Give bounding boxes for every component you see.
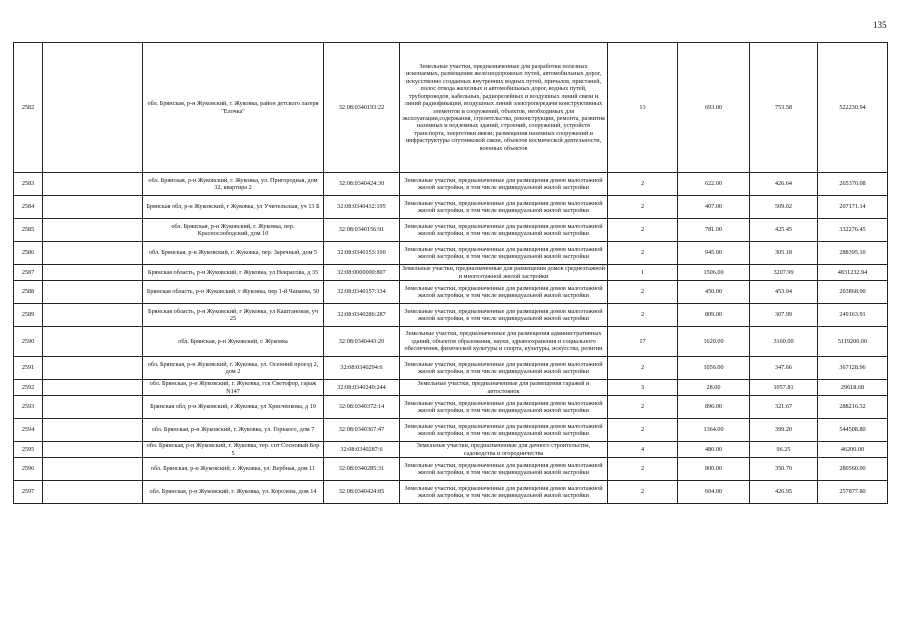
address-cell: обл. Брянская, р-н Жуковский, г. Жуковка, пер. Заречный, дом 5 — [143, 242, 324, 265]
blank-cell — [43, 173, 143, 196]
blank-cell — [43, 458, 143, 481]
row-number-cell: 2589 — [14, 304, 43, 327]
unit-value-cell: 321.67 — [750, 396, 818, 419]
row-number-cell: 2595 — [14, 442, 43, 458]
area-cell: 693.00 — [678, 43, 750, 173]
table-row — [14, 196, 888, 219]
blank-cell — [43, 219, 143, 242]
land-use-cell: Земельные участки, предназначенные для размещения домов малоэтажной жилой застройки, в том числе индивидуальной жилой застройки — [400, 419, 608, 442]
cadastral-number-cell: 32:08:0340424:85 — [324, 481, 400, 504]
cadastral-number-cell: 32:08:0340443:20 — [324, 327, 400, 357]
land-use-cell: Земельные участки, предназначенные для размещения домов малоэтажной жилой застройки, в том числе индивидуальной жилой застройки — [400, 242, 608, 265]
unit-value-cell: 1057.81 — [750, 380, 818, 396]
unit-value-cell: 96.25 — [750, 442, 818, 458]
group-cell: 17 — [608, 327, 678, 357]
blank-cell — [43, 357, 143, 380]
address-cell: Брянская область, р-н Жуковский, г Жуковка, пер 1-й Чапаева, 50 — [143, 281, 324, 304]
address-cell: обл. Брянская, р-н Жуковский, г. Жуковка, тер. снт Сосновый Бор 5 — [143, 442, 324, 458]
land-use-cell: Земельные участки, предназначенные для размещения домов малоэтажной жилой застройки, в том числе индивидуальной жилой застройки — [400, 196, 608, 219]
land-use-cell: Земельные участки, предназначенные для разработки полезных ископаемых, размещения железнодорожных путей, автомобильных дорог, искусственно созданных внутренних водных путей, причалов, пристаней, полос отвода железных и автомобильных дорог, водных путей, трубопроводов, кабельных, радиорелейных и воздушных линий связи и линий радиофикации, воздушных линий электропередачи конструктивных элементов и сооружений, объектов, необходимых для эксплуатации,содержания, строительства, реконструкции, ремонта, развития наземных и подземных зданий, строений, сооружений, устройств транспорта, энергетики ивязи; размещения наземных сооружений и инфраструктуры спутниковой связи, объектов космической деятельности, военных объектов — [400, 43, 608, 173]
area-cell: 622.00 — [678, 173, 750, 196]
unit-value-cell: 305.18 — [750, 242, 818, 265]
group-cell: 2 — [608, 219, 678, 242]
table-row — [14, 396, 888, 419]
table-row — [14, 419, 888, 442]
cadastral-value-cell: 288216.32 — [818, 396, 888, 419]
area-cell: 781.00 — [678, 219, 750, 242]
address-cell: обл. Брянская, р-н Жуковский, г. Жуковка — [143, 327, 324, 357]
cadastral-number-cell: 32:08:0340287:6 — [324, 442, 400, 458]
row-number-cell: 2588 — [14, 281, 43, 304]
table-row — [14, 380, 888, 396]
row-number-cell: 2585 — [14, 219, 43, 242]
table-row — [14, 481, 888, 504]
land-use-cell: Земельные участки, предназначенные для размещения административных зданий, объектов образования, науки, здравоохранения и социального обеспечения, физической культуры и спорта, культуры, искусства, религии — [400, 327, 608, 357]
address-cell: обл. Брянская, р-н Жуковский, г. Жуковка, гск Светофор, гараж N147 — [143, 380, 324, 396]
table-row — [14, 265, 888, 281]
row-number-cell: 2582 — [14, 43, 43, 173]
table-row — [14, 357, 888, 380]
blank-cell — [43, 304, 143, 327]
unit-value-cell: 426.95 — [750, 481, 818, 504]
unit-value-cell: 426.64 — [750, 173, 818, 196]
cadastral-number-cell: 32:08:0340294:6 — [324, 357, 400, 380]
group-cell: 2 — [608, 458, 678, 481]
blank-cell — [43, 442, 143, 458]
address-cell: обл. Брянская, р-н Жуковский, г. Жуковка, ул. Горького, дом 7 — [143, 419, 324, 442]
table-row — [14, 442, 888, 458]
address-cell: обл. Брянская, р-н Жуковский, г. Жуковка, ул. Осенний проезд 2, дом 2 — [143, 357, 324, 380]
address-cell: Брянская область, р-н Жуковский, г Жуковка, ул Некрасова, д 35 — [143, 265, 324, 281]
area-cell: 945.00 — [678, 242, 750, 265]
blank-cell — [43, 396, 143, 419]
cadastral-number-cell: 32:08:0340285:31 — [324, 458, 400, 481]
unit-value-cell: 453.04 — [750, 281, 818, 304]
group-cell: 1 — [608, 265, 678, 281]
cadastral-number-cell: 32:08:0340432:195 — [324, 196, 400, 219]
blank-cell — [43, 327, 143, 357]
table-row — [14, 173, 888, 196]
address-cell: обл. Брянская, р-н Жуковский, г. Жуковка, ул. Королева, дом 14 — [143, 481, 324, 504]
land-use-cell: Земельные участки, предназначенные для размещения домов малоэтажной жилой застройки, в том числе индивидуальной жилой застройки — [400, 357, 608, 380]
cadastral-value-cell: 257877.80 — [818, 481, 888, 504]
blank-cell — [43, 242, 143, 265]
row-number-cell: 2583 — [14, 173, 43, 196]
group-cell: 2 — [608, 357, 678, 380]
blank-cell — [43, 265, 143, 281]
cadastral-number-cell: 32:08:0340286:287 — [324, 304, 400, 327]
group-cell: 3 — [608, 380, 678, 396]
address-cell: Брянская обл, р-н Жуковский, г Жуковка, ул Учительская, уч 13 Б — [143, 196, 324, 219]
land-use-cell: Земельные участки, предназначенные для размещения домов малоэтажной жилой застройки, в том числе индивидуальной жилой застройки — [400, 396, 608, 419]
area-cell: 896.00 — [678, 396, 750, 419]
cadastral-value-cell: 207171.14 — [818, 196, 888, 219]
cadastral-value-cell: 46200.00 — [818, 442, 888, 458]
cadastral-value-cell: 544508.80 — [818, 419, 888, 442]
unit-value-cell: 3160.00 — [750, 327, 818, 357]
unit-value-cell: 350.70 — [750, 458, 818, 481]
table-row — [14, 458, 888, 481]
area-cell: 1364.00 — [678, 419, 750, 442]
cadastral-value-cell: 249163.91 — [818, 304, 888, 327]
blank-cell — [43, 43, 143, 173]
cadastral-number-cell: 32:08:0340367:47 — [324, 419, 400, 442]
group-cell: 2 — [608, 196, 678, 219]
area-cell: 480.00 — [678, 442, 750, 458]
land-use-cell: Земельные участки, предназначенные для дачного строительства, садоводства и огородничества — [400, 442, 608, 458]
group-cell: 2 — [608, 173, 678, 196]
blank-cell — [43, 196, 143, 219]
cadastral-value-cell: 265370.08 — [818, 173, 888, 196]
land-use-cell: Земельные участки, предназначенные для размещения гаражей и автостоянок — [400, 380, 608, 396]
unit-value-cell: 425.45 — [750, 219, 818, 242]
row-number-cell: 2592 — [14, 380, 43, 396]
row-number-cell: 2594 — [14, 419, 43, 442]
cadastral-value-cell: 288395.10 — [818, 242, 888, 265]
row-number-cell: 2586 — [14, 242, 43, 265]
cadastral-value-cell: 522230.94 — [818, 43, 888, 173]
address-cell: Брянская область, р-н Жуковский, г Жуковка, ул Каштановая, уч 25 — [143, 304, 324, 327]
group-cell: 2 — [608, 242, 678, 265]
area-cell: 809.00 — [678, 304, 750, 327]
address-cell: обл. Брянская, р-н Жуковский, г. Жуковка, ул. Пригородная, дом 32, квартира 2 — [143, 173, 324, 196]
area-cell: 1056.00 — [678, 357, 750, 380]
address-cell: обл. Брянская, р-н Жуковский, г. Жуковка, пер. Краснослободский, дом 10 — [143, 219, 324, 242]
group-cell: 4 — [608, 442, 678, 458]
land-use-cell: Земельные участки, предназначенные для размещения домов малоэтажной жилой застройки, в том числе индивидуальной жилой застройки — [400, 281, 608, 304]
area-cell: 28.00 — [678, 380, 750, 396]
address-cell: обл. Брянская, р-н Жуковский, г. Жуковка, ул. Вербная, дом 11 — [143, 458, 324, 481]
table-row — [14, 219, 888, 242]
cadastral-number-cell: 32:08:0340156:91 — [324, 219, 400, 242]
group-cell: 2 — [608, 419, 678, 442]
row-number-cell: 2597 — [14, 481, 43, 504]
row-number-cell: 2591 — [14, 357, 43, 380]
table-row — [14, 281, 888, 304]
cadastral-number-cell: 32:08:0340372:14 — [324, 396, 400, 419]
cadastral-value-cell: 332276.45 — [818, 219, 888, 242]
table-body — [14, 43, 888, 504]
area-cell: 1506.00 — [678, 265, 750, 281]
group-cell: 2 — [608, 481, 678, 504]
page-number: 135 — [873, 20, 887, 30]
unit-value-cell: 3207.99 — [750, 265, 818, 281]
cadastral-number-cell: 32:08:0000000:807 — [324, 265, 400, 281]
unit-value-cell: 399.20 — [750, 419, 818, 442]
cadastral-value-cell: 29618.68 — [818, 380, 888, 396]
group-cell: 2 — [608, 304, 678, 327]
unit-value-cell: 347.66 — [750, 357, 818, 380]
blank-cell — [43, 380, 143, 396]
cadastral-value-cell: 280560.00 — [818, 458, 888, 481]
unit-value-cell: 753.58 — [750, 43, 818, 173]
land-use-cell: Земельные участки, предназначенные для размещения домов малоэтажной жилой застройки, в том числе индивидуальной жилой застройки — [400, 219, 608, 242]
row-number-cell: 2593 — [14, 396, 43, 419]
address-cell: обл. Брянская, р-н Жуковский, г. Жуковка, район детского лагеря "Елочка" — [143, 43, 324, 173]
cadastral-number-cell: 32:08:0340424:30 — [324, 173, 400, 196]
row-number-cell: 2584 — [14, 196, 43, 219]
area-cell: 604.00 — [678, 481, 750, 504]
land-use-cell: Земельные участки, предназначенные для размещения домов малоэтажной жилой застройки, в том числе индивидуальной жилой застройки — [400, 481, 608, 504]
cadastral-number-cell: 32:08:0340153:190 — [324, 242, 400, 265]
group-cell: 2 — [608, 281, 678, 304]
land-use-cell: Земельные участки, предназначенные для размещения домов среднеэтажной и многоэтажной жилой застройки — [400, 265, 608, 281]
address-cell: Брянская обл, р-н Жуковский, г Жуковка, ул Хрисченкова, д 19 — [143, 396, 324, 419]
area-cell: 1620.00 — [678, 327, 750, 357]
land-use-cell: Земельные участки, предназначенные для размещения домов малоэтажной жилой застройки, в том числе индивидуальной жилой застройки — [400, 458, 608, 481]
area-cell: 800.00 — [678, 458, 750, 481]
row-number-cell: 2590 — [14, 327, 43, 357]
blank-cell — [43, 281, 143, 304]
unit-value-cell: 509.02 — [750, 196, 818, 219]
unit-value-cell: 307.99 — [750, 304, 818, 327]
cadastral-value-cell: 5119200.00 — [818, 327, 888, 357]
cadastral-number-cell: 32:08:0340240:244 — [324, 380, 400, 396]
cadastral-value-cell: 4831232.94 — [818, 265, 888, 281]
group-cell: 2 — [608, 396, 678, 419]
group-cell: 13 — [608, 43, 678, 173]
area-cell: 450.00 — [678, 281, 750, 304]
cadastral-number-cell: 32:08:0340157:134 — [324, 281, 400, 304]
cadastral-number-cell: 32:08:0340193:22 — [324, 43, 400, 173]
land-use-cell: Земельные участки, предназначенные для размещения домов малоэтажной жилой застройки, в том числе индивидуальной жилой застройки — [400, 173, 608, 196]
blank-cell — [43, 419, 143, 442]
table-row — [14, 43, 888, 173]
table-row — [14, 304, 888, 327]
cadastral-value-cell: 203868.00 — [818, 281, 888, 304]
blank-cell — [43, 481, 143, 504]
cadastral-value-cell: 367128.96 — [818, 357, 888, 380]
table-row — [14, 327, 888, 357]
row-number-cell: 2587 — [14, 265, 43, 281]
table-row — [14, 242, 888, 265]
row-number-cell: 2596 — [14, 458, 43, 481]
land-use-cell: Земельные участки, предназначенные для размещения домов малоэтажной жилой застройки, в том числе индивидуальной жилой застройки — [400, 304, 608, 327]
area-cell: 407.00 — [678, 196, 750, 219]
land-registry-table — [13, 42, 888, 504]
